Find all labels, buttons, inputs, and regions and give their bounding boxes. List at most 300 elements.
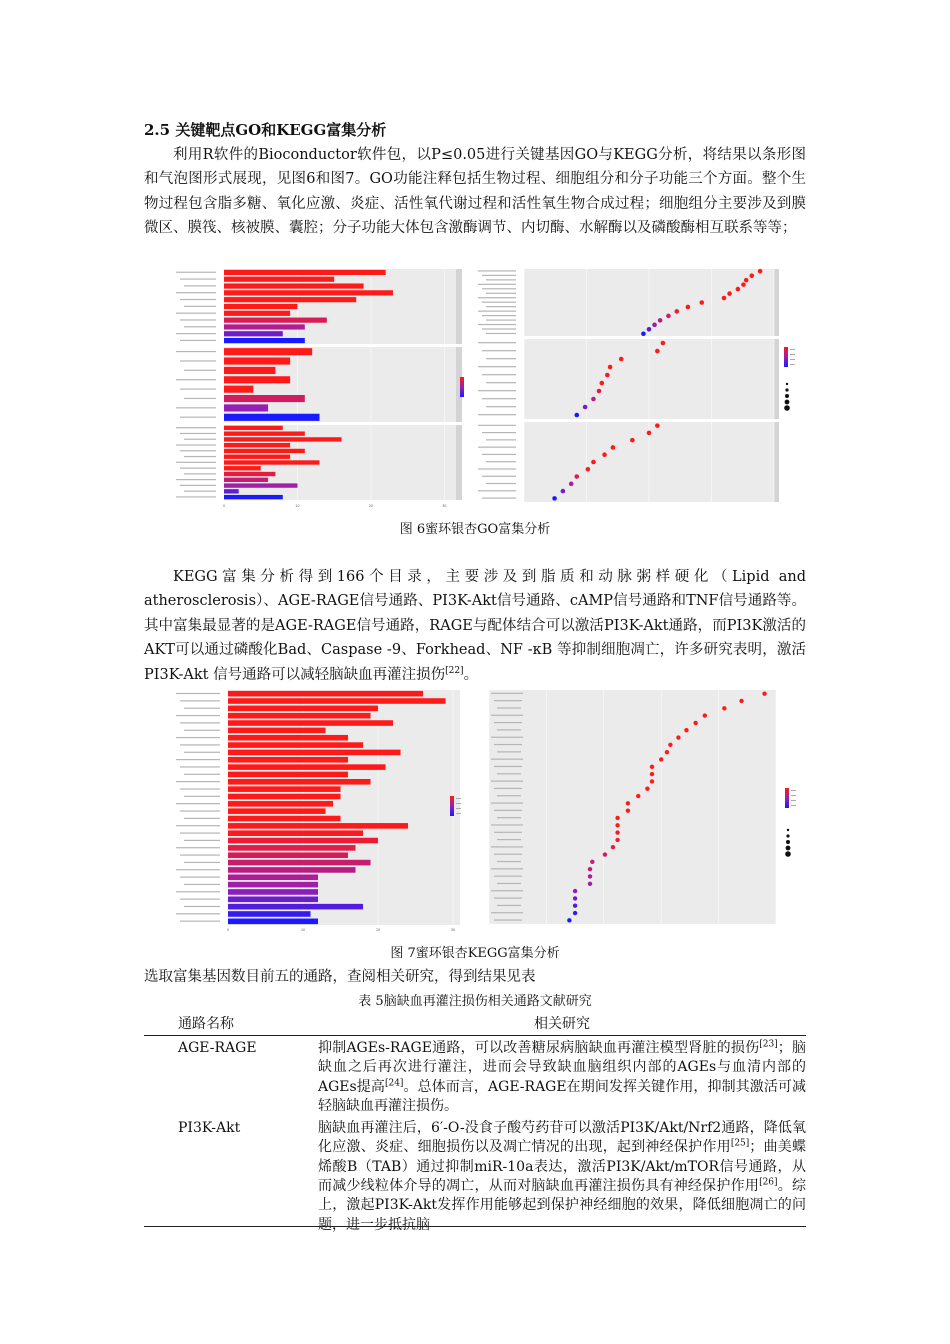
bubble	[602, 452, 607, 457]
category-label	[176, 825, 220, 826]
bar	[224, 426, 283, 430]
size-legend-dot	[786, 840, 790, 844]
legend	[460, 377, 465, 397]
table-bottom-rule	[144, 1226, 806, 1227]
bar	[224, 466, 261, 470]
category-label	[184, 708, 220, 709]
bubble	[561, 489, 566, 494]
bubble	[703, 713, 707, 717]
size-legend	[784, 383, 790, 411]
category-label	[180, 278, 216, 279]
category-label	[482, 302, 516, 303]
bar	[224, 331, 283, 336]
category-label	[184, 326, 216, 327]
category-label	[497, 795, 521, 796]
category-label	[176, 379, 216, 380]
bubble	[573, 904, 577, 908]
category-label	[486, 293, 516, 294]
legend-color-bar	[785, 788, 789, 808]
citation-26: [26]	[759, 1177, 778, 1188]
category-label	[176, 803, 220, 804]
x-tick-label: 10	[300, 928, 306, 932]
legend-tick-label	[456, 798, 461, 799]
category-label	[180, 340, 216, 341]
category-label	[486, 319, 516, 320]
research-text: 脑缺血再灌注后，6′-O-没食子酸芍药苷可以激活PI3K/Akt/Nrf2通路，降低氧化应激、炎症、细胞损伤以及凋亡情况的出现，起到神经保护作用	[318, 1120, 806, 1156]
category-label	[482, 288, 516, 289]
category-label	[482, 497, 516, 498]
category-label	[497, 773, 521, 774]
bubble	[650, 772, 654, 776]
table-header-research: 相关研究	[318, 1012, 806, 1036]
category-label	[176, 847, 220, 848]
facet-strip	[456, 425, 462, 500]
bubble	[762, 691, 766, 695]
category-label	[176, 333, 216, 334]
bubble	[573, 889, 577, 893]
table-header-row	[144, 1012, 806, 1036]
bubble	[722, 706, 726, 710]
category-label	[491, 890, 523, 891]
bar	[224, 358, 290, 365]
facet-strip	[774, 339, 779, 419]
legend-tick-label	[791, 805, 796, 806]
category-label	[482, 275, 516, 276]
bar	[224, 324, 305, 329]
bar	[228, 919, 318, 925]
bar	[228, 889, 318, 895]
category-label	[497, 861, 521, 862]
facet-strip	[774, 422, 779, 502]
category-label	[497, 817, 521, 818]
category-label	[491, 715, 523, 716]
bubble	[574, 413, 579, 418]
category-label	[494, 919, 522, 920]
bar	[228, 911, 311, 917]
category-label	[184, 906, 220, 907]
bubble	[591, 460, 596, 465]
category-label	[184, 774, 220, 775]
bubble	[736, 287, 741, 292]
category-label	[180, 744, 220, 745]
bar	[224, 437, 342, 441]
legend-tick-label	[791, 790, 796, 791]
bubble	[674, 309, 679, 314]
bubble	[676, 735, 680, 739]
category-label	[478, 447, 516, 448]
category-label	[176, 462, 216, 463]
category-label	[494, 722, 522, 723]
bubble	[693, 721, 697, 725]
bubble	[665, 750, 669, 754]
bar	[228, 779, 371, 785]
category-label	[486, 306, 516, 307]
bubble	[586, 467, 591, 472]
category-label	[184, 306, 216, 307]
category-label	[497, 883, 521, 884]
category-label	[176, 444, 216, 445]
category-label	[184, 370, 216, 371]
bubble	[655, 423, 660, 428]
category-label	[184, 752, 220, 753]
size-legend-dot	[785, 388, 788, 391]
bubble	[615, 830, 619, 834]
category-label	[180, 722, 220, 723]
bubble	[552, 496, 557, 501]
category-label	[184, 818, 220, 819]
bubble	[569, 482, 574, 487]
category-label	[180, 788, 220, 789]
category-label	[497, 729, 521, 730]
bar	[224, 297, 356, 302]
bubble	[645, 787, 649, 791]
category-label	[482, 315, 516, 316]
citation-22: [22]	[445, 665, 464, 676]
category-label	[494, 788, 522, 789]
category-label	[494, 766, 522, 767]
category-label	[180, 417, 216, 418]
bar	[228, 852, 348, 858]
section-heading: 2.5 关键靶点GO和KEGG富集分析	[144, 121, 387, 139]
category-label	[494, 744, 522, 745]
category-label	[494, 898, 522, 899]
size-legend-dot	[786, 846, 791, 851]
category-label	[486, 358, 516, 359]
category-label	[176, 715, 220, 716]
category-label	[184, 840, 220, 841]
bar	[228, 823, 408, 829]
category-label	[491, 912, 523, 913]
category-label	[180, 700, 220, 701]
bubble	[573, 911, 577, 915]
bar	[228, 897, 318, 903]
bar	[224, 449, 305, 453]
bubble	[758, 269, 763, 274]
kegg-bubble-chart	[474, 688, 804, 933]
category-label	[184, 862, 220, 863]
category-label	[180, 899, 220, 900]
size-legend-dot	[787, 829, 789, 831]
category-label	[497, 707, 521, 708]
bubble	[661, 341, 666, 346]
bar	[228, 838, 378, 844]
bubble	[739, 699, 743, 703]
category-label	[486, 333, 516, 334]
category-label	[176, 272, 216, 273]
paragraph-kegg-text-a: KEGG富集分析得到166个目录，主要涉及到脂质和动脉粥样硬化（Lipid and atherosclerosis）、AGE-RAGE信号通路、PI3K-Akt信号通路、cAMP信号通路和TNF信号通路等。其中富集最显著的是AGE-RAGE信号通路，RAGE与配体结合可以激活PI3K-Akt通路，而PI3K激活的AKT可以通过磷酸化Bad、Caspase -9、Forkhead、NF -κB 等抑制细胞凋亡，许多研究表明，激活PI3K-Akt 信号通路可以减轻脑缺血再灌注损伤	[144, 569, 806, 683]
category-label	[184, 439, 216, 440]
bar	[224, 395, 305, 402]
category-label	[184, 796, 220, 797]
category-label	[482, 398, 516, 399]
category-label	[497, 751, 521, 752]
category-label	[180, 766, 220, 767]
legend-tick-label	[790, 354, 795, 355]
bar	[224, 270, 386, 275]
bar	[228, 691, 423, 697]
paragraph-go-intro: 利用R软件的Bioconductor软件包，以P≤0.05进行关键基因GO与KEGG分析，将结果以条形图和气泡图形式展现，见图6和图7。GO功能注释包括生物过程、细胞组分和分子功能三个方面。整个生物过程包含脂多糖、氧化应激、炎症、活性氧代谢过程和活性氧生物合成过程；细胞组分主要涉及到膜微区、膜筏、核被膜、囊腔；分子功能大体包含激酶调节、内切酶、水解酶以及磷酸酶相互联系等等；	[144, 147, 806, 237]
legend-tick-label	[791, 795, 796, 796]
category-label	[184, 491, 216, 492]
bubble	[611, 845, 615, 849]
facet-strip	[456, 269, 462, 344]
category-label	[494, 876, 522, 877]
bubble	[588, 874, 592, 878]
x-tick-label: 10	[295, 504, 300, 508]
bar	[224, 277, 334, 282]
category-label	[478, 414, 516, 415]
bar	[224, 455, 290, 459]
paragraph-kegg-intro	[144, 565, 806, 687]
kegg-bar-chart	[168, 688, 469, 933]
bar	[224, 472, 275, 476]
go-bubble-chart	[474, 267, 796, 510]
bar	[228, 742, 363, 748]
bubble	[652, 323, 657, 328]
bubble	[615, 838, 619, 842]
category-label	[478, 324, 516, 325]
x-tick-label: 30	[451, 928, 456, 932]
category-label	[180, 921, 220, 922]
category-label	[176, 693, 220, 694]
bubble	[626, 801, 630, 805]
category-label	[486, 483, 516, 484]
legend-tick-label	[790, 359, 795, 360]
bubble	[684, 728, 688, 732]
bubble	[567, 918, 571, 922]
size-legend-dot	[786, 383, 788, 385]
category-label	[478, 390, 516, 391]
category-label	[176, 479, 216, 480]
bubble	[591, 397, 596, 402]
category-label	[176, 781, 220, 782]
category-label	[180, 433, 216, 434]
go-bar-chart	[168, 267, 465, 510]
legend	[784, 347, 795, 367]
category-label	[491, 846, 523, 847]
bubble	[686, 305, 691, 310]
bar	[224, 386, 253, 393]
category-label	[180, 450, 216, 451]
category-label	[478, 297, 516, 298]
category-label	[180, 485, 216, 486]
category-label	[494, 700, 522, 701]
category-label	[184, 884, 220, 885]
bubble	[615, 823, 619, 827]
bar	[228, 860, 371, 866]
category-label	[494, 810, 522, 811]
bubble	[605, 373, 610, 378]
category-label	[176, 313, 216, 314]
table-lead-text: 选取富集基因数目前五的通路，查阅相关研究，得到结果见表	[144, 969, 536, 985]
pathway-literature-table	[144, 1012, 806, 1235]
table-header-pathway: 通路名称	[144, 1012, 318, 1036]
category-label	[494, 854, 522, 855]
legend	[785, 788, 796, 808]
bar	[228, 867, 356, 873]
category-label	[180, 388, 216, 389]
bar	[224, 495, 283, 499]
bubble	[699, 300, 704, 305]
bubble	[650, 765, 654, 769]
category-label	[486, 279, 516, 280]
category-label	[478, 490, 516, 491]
bubble	[647, 327, 652, 332]
category-label	[176, 292, 216, 293]
category-label	[478, 311, 516, 312]
bubble	[630, 438, 635, 443]
x-tick-label: 30	[442, 504, 447, 508]
bar	[228, 816, 341, 822]
size-legend-dot	[786, 834, 789, 837]
category-label	[491, 693, 523, 694]
category-label	[486, 382, 516, 383]
legend-tick-label	[791, 800, 796, 801]
legend-tick-label	[790, 364, 795, 365]
category-label	[482, 476, 516, 477]
category-label	[184, 456, 216, 457]
category-label	[180, 810, 220, 811]
category-label	[180, 319, 216, 320]
category-label	[478, 366, 516, 367]
bar	[228, 713, 371, 719]
panel-background	[489, 690, 776, 924]
size-legend-dot	[785, 851, 791, 857]
bubble	[619, 357, 624, 362]
category-label	[184, 473, 216, 474]
bubble	[650, 779, 654, 783]
bubble	[727, 291, 732, 296]
research-text: 抑制AGEs-RAGE通路，可以改善糖尿病脑缺血再灌注模型肾脏的损伤	[318, 1040, 760, 1056]
category-label	[176, 891, 220, 892]
bar	[228, 735, 348, 741]
bar	[224, 318, 327, 323]
table-5-caption: 表 5脑缺血再灌注损伤相关通路文献研究	[358, 994, 592, 1009]
bar	[224, 478, 268, 482]
bar	[224, 311, 290, 316]
size-legend-dot	[785, 394, 789, 398]
bar	[228, 882, 318, 888]
legend-tick-label	[456, 813, 461, 814]
category-label	[497, 839, 521, 840]
figure-6-caption: 图 6蜜环银杏GO富集分析	[399, 522, 551, 537]
bubble	[636, 794, 640, 798]
bar	[228, 706, 378, 712]
bar	[228, 830, 363, 836]
bar	[228, 772, 348, 778]
category-label	[482, 432, 516, 433]
table-row	[144, 1036, 806, 1117]
category-label	[176, 407, 216, 408]
bar	[228, 874, 318, 880]
bar	[224, 414, 320, 421]
category-label	[486, 439, 516, 440]
category-label	[180, 360, 216, 361]
category-label	[176, 351, 216, 352]
size-legend	[785, 829, 791, 857]
category-label	[180, 854, 220, 855]
x-tick-label: 20	[368, 504, 373, 508]
bubble	[722, 296, 727, 301]
category-label	[478, 342, 516, 343]
legend-color-bar	[784, 347, 788, 367]
category-label	[497, 905, 521, 906]
bar	[228, 801, 333, 807]
bubble	[626, 808, 630, 812]
bar	[224, 431, 305, 435]
x-tick-label: 0	[226, 928, 230, 932]
bubble	[574, 474, 579, 479]
bubble	[588, 867, 592, 871]
category-label	[482, 374, 516, 375]
bubble	[741, 282, 746, 287]
size-legend-dot	[785, 400, 790, 405]
category-label	[491, 868, 523, 869]
category-label	[184, 285, 216, 286]
legend-tick-label	[790, 349, 795, 350]
category-label	[478, 284, 516, 285]
category-label	[478, 425, 516, 426]
category-label	[180, 877, 220, 878]
category-label	[482, 328, 516, 329]
category-label	[494, 832, 522, 833]
bubble	[597, 389, 602, 394]
bar	[224, 460, 320, 464]
bubble	[666, 314, 671, 319]
category-label	[176, 759, 220, 760]
bubble	[583, 405, 588, 410]
bar	[228, 764, 386, 770]
category-label	[176, 737, 220, 738]
bubble	[647, 431, 652, 436]
legend-tick-label	[456, 803, 461, 804]
bar	[228, 720, 393, 726]
x-tick-label: 20	[375, 928, 381, 932]
bubble	[590, 860, 594, 864]
bar	[228, 728, 326, 734]
category-label	[486, 461, 516, 462]
bar	[224, 348, 312, 355]
bar	[224, 404, 268, 411]
size-legend-dot	[784, 405, 790, 411]
bubble	[749, 273, 754, 278]
bar	[228, 808, 326, 814]
legend-tick-label	[456, 808, 461, 809]
pathway-research	[318, 1116, 806, 1235]
x-tick-label: 0	[222, 504, 226, 508]
category-label	[184, 730, 220, 731]
citation-23: [23]	[759, 1039, 778, 1050]
bar	[228, 904, 363, 910]
category-label	[176, 913, 220, 914]
bubble	[641, 331, 646, 336]
bar	[224, 443, 290, 447]
legend-color-bar	[450, 796, 454, 816]
category-label	[491, 759, 523, 760]
category-label	[482, 454, 516, 455]
category-label	[491, 737, 523, 738]
research-text: ；脑缺血之后再次进行灌注，进而会导致缺血脑组织内部的AGEs与血清内部的AGEs提高	[318, 1040, 807, 1095]
figure-7-caption: 图 7蜜环银杏KEGG富集分析	[390, 946, 560, 961]
bubble	[659, 757, 663, 761]
bar	[224, 290, 393, 295]
bubble	[744, 278, 749, 283]
pathway-name: AGE-RAGE	[178, 1040, 257, 1056]
category-label	[482, 350, 516, 351]
research-text: ；曲美蝶烯酸B（TAB）通过抑制miR-10a表达，激活PI3K/Akt/mTOR信号通路，从而减少线粒体介导的凋亡，从而对脑缺血再灌注损伤具有神经保护作用	[318, 1139, 807, 1195]
pathway-name: PI3K-Akt	[178, 1120, 241, 1137]
bubble	[658, 318, 663, 323]
